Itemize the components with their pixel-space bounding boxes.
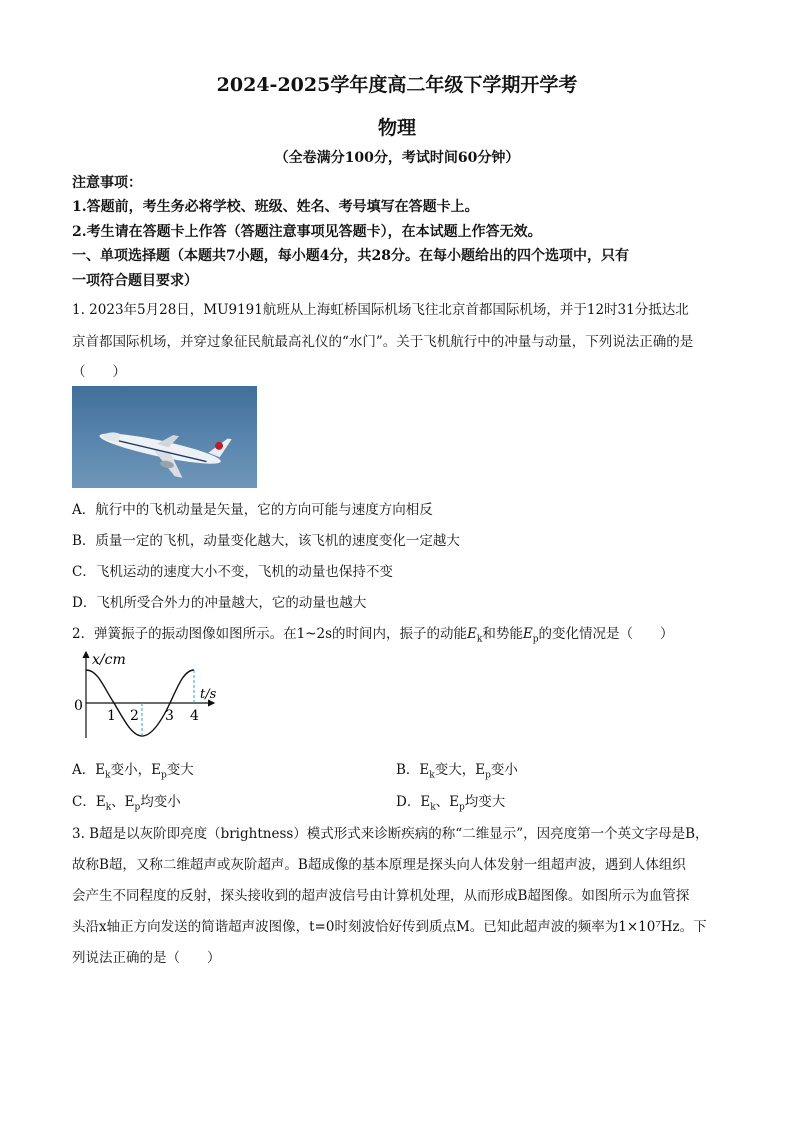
q2-option-d-sub-1: k [430, 802, 436, 813]
section-heading-line-1: 一、单项选择题（本题共7小题，每小题4分，共28分。在每小题给出的四个选项中，只有 [72, 248, 629, 264]
exam-meta: （全卷满分100分，考试时间60分钟） [274, 150, 520, 166]
exam-subject: 物理 [377, 117, 416, 139]
q2-option-a-sub-1: k [105, 770, 111, 781]
q3-stem-line-3: 会产生不同程度的反射，探头接收到的超声波信号由计算机处理，从而形成B超图像。如图所示为血管探 [72, 888, 690, 904]
q1-stem-line-2: 京首都国际机场，并穿过象征民航最高礼仪的“水门”。关于飞机航行中的冲量与动量，下列说法正确的是 [72, 334, 694, 350]
tick-label-3: 3 [165, 708, 174, 724]
q2-option-c-text: C．E [72, 794, 106, 810]
q3-stem-line-2: 故称B超，又称二维超声或灰阶超声。B超成像的基本原理是探头向人体发射一组超声波，遇到人体组织 [72, 857, 686, 873]
airplane-photo [72, 386, 257, 488]
oscillation-graph [72, 648, 222, 743]
notice-item-1: 1.答题前，考生务必将学校、班级、姓名、考号填写在答题卡上。 [72, 199, 479, 215]
q2-option-c-text-3: 均变小 [140, 794, 181, 810]
q2-option-c-sub-1: k [105, 802, 112, 813]
q2-option-a-text: A．E [72, 762, 106, 778]
q2-option-c-text-2: 、E [111, 794, 135, 810]
q1-option-c: C．飞机运动的速度大小不变，飞机的动量也保持不变 [72, 564, 393, 580]
x-axis-label: t/s [200, 687, 217, 702]
q2-option-d-sub-2: p [459, 802, 465, 813]
q2-option-d-text-2: 、E [435, 794, 460, 810]
q2-option-b-text-3: 变小 [490, 762, 518, 778]
q2-stem-part-c: 的变化情况是（ ） [538, 626, 674, 642]
q1-option-a: A．航行中的飞机动量是矢量，它的方向可能与速度方向相反 [72, 502, 433, 518]
tick-label-2: 2 [130, 708, 139, 724]
tick-label-1: 1 [107, 708, 116, 724]
q2-option-b [396, 758, 518, 781]
ep-symbol: E [522, 626, 533, 642]
q2-option-c-sub-2: p [134, 802, 141, 813]
q2-option-a [72, 758, 194, 781]
section-heading-line-2: 一项符合题目要求） [72, 273, 198, 289]
y-axis-label: x/cm [92, 652, 126, 668]
q2-option-b-text-2: 变大，E [434, 762, 486, 778]
q1-stem-line-1: 1. 2023年5月28日，MU9191航班从上海虹桥国际机场飞往北京首都国际机场，并于12时31分抵达北 [72, 302, 689, 318]
q1-option-d: D．飞机所受合外力的冲量越大，它的动量也越大 [72, 595, 367, 611]
exam-title: 2024-2025学年度高二年级下学期开学考 [216, 74, 578, 96]
q3-stem-line-5: 列说法正确的是（ ） [72, 950, 221, 966]
q2-option-c [72, 790, 181, 813]
origin-label: 0 [74, 698, 83, 714]
q2-stem-part-b: 和势能 [482, 626, 523, 642]
q3-stem-line-4: 头沿x轴正方向发送的简谐超声波图像，t=0时刻波恰好传到质点M。已知此超声波的频率为1×10⁷Hz。下 [72, 919, 707, 935]
q2-option-a-text-3: 变大 [166, 762, 194, 778]
q2-option-d-text: D．E [396, 794, 431, 810]
q1-stem-line-3: （ ） [72, 364, 126, 380]
airplane-icon [72, 386, 257, 488]
ep-subscript: p [532, 634, 539, 645]
q2-option-a-sub-2: p [160, 770, 167, 781]
q2-stem-part-a: 2．弹簧振子的振动图像如图所示。在1~2s的时间内，振子的动能 [72, 626, 468, 642]
q2-option-a-text-2: 变小，E [110, 762, 161, 778]
ek-symbol: E [467, 626, 477, 642]
q2-option-b-sub-1: k [429, 770, 435, 781]
notice-item-2: 2.考生请在答题卡上作答（答题注意事项见答题卡），在本试题上作答无效。 [72, 224, 542, 240]
q2-option-b-text: B．E [396, 762, 430, 778]
q1-option-b: B．质量一定的飞机，动量变化越大，该飞机的速度变化一定越大 [72, 533, 460, 549]
q2-stem [72, 622, 732, 645]
q2-option-d [396, 790, 505, 813]
tick-label-4: 4 [190, 708, 199, 724]
q2-option-d-text-3: 均变大 [464, 794, 506, 810]
q3-stem-line-1: 3. B超是以灰阶即亮度（brightness）模式形式来诊断疾病的称“二维显示”，因亮度第一个英文字母是B， [72, 826, 709, 842]
ek-subscript: k [476, 634, 483, 645]
q2-option-b-sub-2: p [485, 770, 491, 781]
notice-heading: 注意事项： [72, 175, 142, 191]
